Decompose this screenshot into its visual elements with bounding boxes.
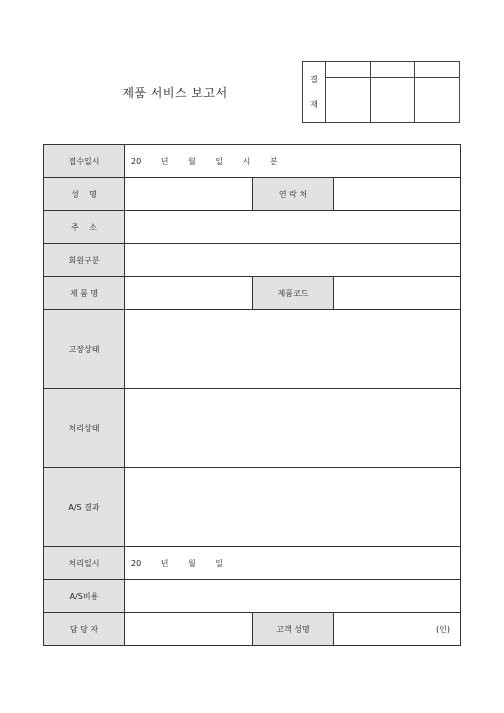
customer-seal-field[interactable] (334, 613, 461, 646)
approval-signer-2-title[interactable] (370, 62, 415, 78)
member-type-label: 회원구분 (44, 244, 125, 277)
reception-label: 접수일시 (44, 145, 125, 178)
reception-minute-unit: 분 (269, 156, 278, 166)
fault-label: 고장상태 (44, 310, 125, 389)
product-name-field[interactable] (125, 277, 253, 310)
seal-mark: (인) (436, 624, 450, 634)
process-status-label: 처리상태 (44, 389, 125, 468)
reception-month-unit: 월 (188, 156, 196, 166)
approval-signer-1-sign[interactable] (326, 78, 371, 123)
approval-label (303, 62, 326, 123)
approval-signer-2-sign[interactable] (370, 78, 415, 123)
process-year-unit: 년 (160, 558, 169, 568)
process-month-unit: 월 (188, 558, 196, 568)
process-date-label: 처리일시 (44, 547, 125, 580)
reception-hour-unit: 시 (242, 156, 251, 166)
member-type-field[interactable] (125, 244, 461, 277)
as-result-field[interactable] (125, 468, 461, 547)
as-cost-label: A/S비용 (44, 580, 125, 613)
reception-day-unit: 일 (215, 156, 224, 166)
address-field[interactable] (125, 211, 461, 244)
name-label: 성 명 (44, 178, 125, 211)
product-code-field[interactable] (334, 277, 461, 310)
customer-name-label: 고객 성명 (253, 613, 334, 646)
process-day-unit: 일 (215, 558, 224, 568)
contact-field[interactable] (334, 178, 461, 211)
product-code-label: 제품코드 (253, 277, 334, 310)
fault-field[interactable] (125, 310, 461, 389)
reception-date-field[interactable] (125, 145, 461, 178)
process-date-field[interactable] (125, 547, 461, 580)
document-title: 제품 서비스 보고서 (122, 86, 228, 100)
process-status-field[interactable] (125, 389, 461, 468)
manager-label: 담 당 자 (44, 613, 125, 646)
as-result-label: A/S 결과 (44, 468, 125, 547)
approval-box (302, 61, 460, 123)
address-label: 주 소 (44, 211, 125, 244)
approval-signer-3-sign[interactable] (415, 78, 460, 123)
as-cost-field[interactable] (125, 580, 461, 613)
contact-label: 연 락 처 (253, 178, 334, 211)
service-report-form (43, 144, 461, 646)
manager-field[interactable] (125, 613, 253, 646)
reception-year-prefix: 20 (131, 156, 142, 166)
process-year-prefix: 20 (131, 558, 142, 568)
approval-signer-3-title[interactable] (415, 62, 460, 78)
name-field[interactable] (125, 178, 253, 211)
reception-year-unit: 년 (160, 156, 169, 166)
product-name-label: 제 품 명 (44, 277, 125, 310)
approval-signer-1-title[interactable] (326, 62, 371, 78)
approval-label-top: 결 (310, 75, 318, 84)
approval-label-bottom: 재 (310, 100, 318, 109)
